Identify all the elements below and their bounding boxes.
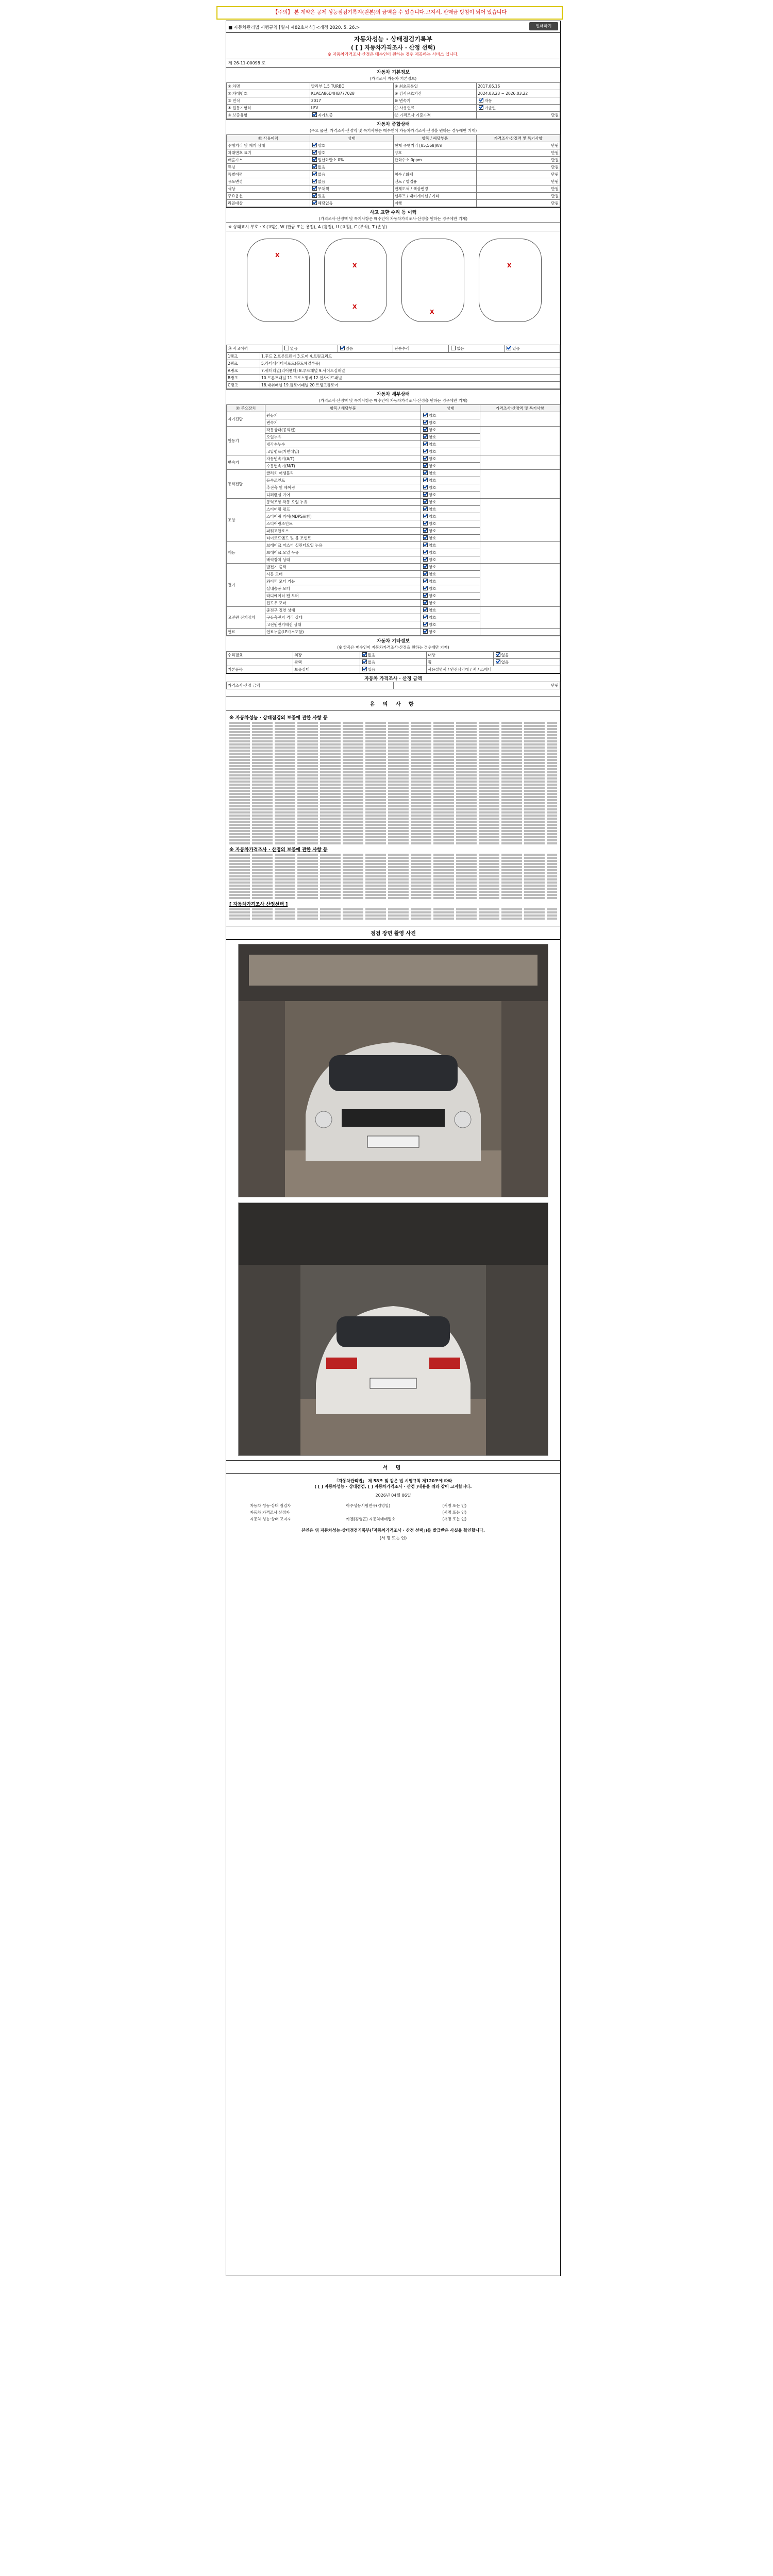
print-button[interactable]: 인쇄하기 (529, 22, 558, 30)
inspection-photo-rear (238, 1202, 548, 1456)
section-basic-info-sub: (가격조사 자동차 기본정보) (369, 76, 417, 81)
notice-heading-2: ※ 자동차가격조사 · 산정의 보증에 관한 사항 등 (229, 848, 328, 853)
inspection-record-document (226, 21, 561, 2276)
section-accident-title: 사고 교환 수리 등 이력 (226, 207, 560, 215)
inspection-photo-front (238, 944, 548, 1197)
sign-title: 서 명 (226, 1460, 560, 1474)
notice-text-block-3 (229, 908, 557, 920)
price-table: 가격조사·산정 금액 만원 (226, 682, 560, 689)
accident-legend: ※ 상태표시 부호 : X (교환), W (판금 또는 용접), A (흠집), U (요철), C (부식), T (손상) (226, 223, 560, 231)
section-overall-title: 자동차 종합상태 (226, 119, 560, 127)
section-accident-sub: (가격조사·산정액 및 특기사항은 매수인이 자동차가격조사·산정을 원하는 경우에만 기재) (318, 216, 468, 221)
photos-area (226, 940, 560, 1460)
detail-row: 등속조인트 양호 (227, 477, 560, 484)
detail-row: 자기진단 원동기 양호 (227, 412, 560, 419)
detail-row: 스티어링 펌프 양호 (227, 506, 560, 513)
title-option: ( [ ] 자동차가격조사 · 산정 선택) (350, 44, 436, 51)
detail-row: 변속기 양호 (227, 419, 560, 427)
detail-row: 고압펌프(커먼레일) 양호 (227, 448, 560, 455)
overall-status-table: ⑬ 사용이력 상태 항목 / 해당부품 가격조사·산정액 및 특기사항 주행거리 및 계기 상태 양호 현재 주행거리 [85,568]Km 만원 차대번호 표기 양호 양호 만원 배출가스 일산화탄소 0% 탄화수소 0ppm 만원 튜닝 없음 만원 특별이력 없음 침수 / 화재 만원 용도변경 없음 렌트 / 영업용 만원 색상 무채색 전체도색 / 색상변경 만원 주요옵션 있음 선루프 / 내비게이션 / 기타 만원 리콜대상 해당없음 이행 만원 (226, 134, 560, 207)
sign-date: 2026년 04월 06일 (375, 1493, 411, 1498)
car-side-right (479, 239, 542, 322)
notice-body (226, 710, 560, 923)
detail-row: 브레이크 오일 누유 양호 (227, 549, 560, 556)
notice-text-block-1 (229, 722, 557, 844)
law-reference: ■ 자동차관리법 시행규칙 [별지 제82호서식] <개정 2020. 5. 26.> (228, 25, 360, 30)
detail-row: 실내송풍 모터 양호 (227, 585, 560, 592)
damage-mark: X (352, 262, 357, 269)
accident-history-table: ⑭ 사고이력 없음 있음 단순수리 없음 있음 (226, 345, 560, 352)
title-main: 자동차성능 · 상태점검기록부 (354, 36, 433, 43)
record-number: 제 26-11-00098 호 (226, 59, 560, 67)
damage-mark: X (352, 303, 357, 310)
sign-line-2: ( [ ] 자동차성능 · 상태점검, [ ] 자동차가격조사 · 산정 )내용을 위와 같이 고지합니다. (314, 1484, 472, 1489)
title-note: ※ 자동차가격조사·산정은 매수인이 원하는 경우 제공하는 서비스 입니다. (328, 52, 459, 57)
notice-heading-3: [ 자동차가격조사 산정선택 ] (229, 902, 288, 907)
sign-footer: 본인은 위 자동차성능·상태점검기록부(「자동차가격조사 · 산정 선택」)를 발급받은 사실을 확인합니다. (301, 1528, 485, 1533)
section-etc-title: 자동차 기타정보 (226, 636, 560, 644)
notice-title: 유 의 사 항 (226, 697, 560, 710)
detail-row: 추진축 및 베어링 양호 (227, 484, 560, 492)
detail-row: 전기 발전기 출력 양호 (227, 564, 560, 571)
detail-row: 제동 브레이크 마스터 실린더오일 누유 양호 (227, 542, 560, 549)
detail-row: 스티어링 기어(MDPS포함) 양호 (227, 513, 560, 520)
car-side-left (247, 239, 310, 322)
section-price-title: 자동차 가격조사 · 산정 금액 (226, 673, 560, 682)
detail-row: 고전원 전기장치 충전구 절연 상태 양호 (227, 607, 560, 614)
damage-mark: X (430, 309, 434, 315)
section-detail-title: 자동차 세부상태 (226, 389, 560, 397)
sign-line-1: 「자동차관리법」 제 58조 및 같은 법 시행규칙 제120조에 따라 (334, 1479, 452, 1483)
sign-area (226, 1474, 560, 1545)
detail-row: 동력전달 클러치 어셈블리 양호 (227, 470, 560, 477)
signature-table: 자동차 성능·상태 점검자 아주성능시험연구(김영일) (서명 또는 인) 자동차 가격조사·산정자 (서명 또는 인) 자동차 성능·상태 고지자 카젠(김영곤) 자동차매매업소 (서명 또는 인) (250, 1503, 467, 1521)
damage-mark: X (275, 252, 280, 259)
document-header (226, 21, 560, 32)
detail-row: 조향 동력조향 작동 오일 누유 양호 (227, 499, 560, 506)
detail-row: 변속기 자동변속기(A/T) 양호 (227, 455, 560, 463)
basic-info-table: ① 차명 말리부 1.5 TURBO ⑧ 최초등록일 2017.06.16 ② 차대번호 KLACA86D4HB777028 ⑨ 검사유효기간 2024.03.23 ~ 2026.03.22 ③ 연식 2017 ⑩ 변속기 자동 ④ 원동기형식 LFV ⑪ 사용연료 가솔린 ⑤ 보증유형 자가보증 ⑫ 가격조사 기준가격 만원 (226, 82, 560, 119)
detail-row: 원동기 작동상태(공회전) 양호 (227, 427, 560, 434)
detail-status-table: ⑯ 주요장치 항목 / 해당부품 상태 가격조사·산정액 및 특기사항 자기진단 원동기 양호 변속기 양호 원동기 작동상태(공회전) 양호 오일누유 양호 냉각수누수 양호 고압펌프(커먼레일) 양호 변속기 자동변속기(A/T) 양호 수동변속기(M/T) 양호 동력전달 클러치 어셈블리 양호 등속조인트 양호 추진축 및 베어링 양호 디퍼렌셜 기어 양호 조향 동력조향 작동 오일 누유 양호 스티어링 펌프 양호 스티어링 기어(MDPS포함) 양호 스티어링조인트 양호 파워고압호스 양호 타이로드엔드 및 볼 조인트 양호 제동 브레이크 마스터 실린더오일 누유 양호 브레이크 오일 누유 양호 배력장치 상태 양호 전기 발전기 출력 양호 시동 모터 양호 와이퍼 모터 기능 양호 실내송풍 모터 양호 라디에이터 팬 모터 양호 윈도우 모터 양호 고전원 전기장치 충전구 절연 상태 양호 구동축전지 격리 상태 양호 고전원전기배선 상태 양호 연료 연료누출(LP가스포함) 양호 (226, 404, 560, 636)
detail-row: 오일누유 양호 (227, 434, 560, 441)
sign-footer-2: (서 명 또는 인) (379, 1536, 407, 1540)
car-damage-diagram (226, 231, 560, 345)
damage-mark: X (507, 262, 512, 269)
detail-row: 타이로드엔드 및 볼 조인트 양호 (227, 535, 560, 542)
section-etc-sub: (※ 항목은 매수인이 자동차가격조사·산정을 원하는 경우에만 기재) (337, 645, 449, 650)
document-title (226, 32, 560, 59)
detail-row: 구동축전지 격리 상태 양호 (227, 614, 560, 621)
etc-info-table: 수리필요 외장 없음 내장 없음 광택 없음 휠 없음 기본품목 보유상태 있음 사용설명서 / 안전삼각대 / 잭 / 스패너 (226, 651, 560, 673)
warning-text: 【주의】 본 계약은 공제 성능점검기록지(원본)의 금액을 수 있습니다.고지서, 판매금 방침이 되어 있습니다 (273, 10, 507, 15)
detail-row: 시동 모터 양호 (227, 571, 560, 578)
section-detail-sub: (가격조사·산정액 및 특기사항은 매수인이 자동차가격조사·산정을 원하는 경우에만 기재) (318, 398, 468, 403)
notice-heading-1: ※ 자동차성능 · 상태점검의 보증에 관한 사항 등 (229, 716, 328, 721)
detail-row: 와이퍼 모터 기능 양호 (227, 578, 560, 585)
detail-row: 파워고압호스 양호 (227, 528, 560, 535)
detail-row: 냉각수누수 양호 (227, 441, 560, 448)
warning-banner (216, 6, 563, 20)
detail-row: 윈도우 모터 양호 (227, 600, 560, 607)
section-overall-sub: (주요 옵션, 가격조사·산정액 및 특기사항은 매수인이 자동차가격조사·산정을 원하는 경우에만 기재) (309, 128, 477, 133)
detail-row: 수동변속기(M/T) 양호 (227, 463, 560, 470)
detail-row: 연료 연료누출(LP가스포함) 양호 (227, 629, 560, 636)
detail-row: 라디에이터 팬 모터 양호 (227, 592, 560, 600)
detail-row: 고전원전기배선 상태 양호 (227, 621, 560, 629)
detail-row: 배력장치 상태 양호 (227, 556, 560, 564)
detail-row: 스티어링조인트 양호 (227, 520, 560, 528)
notice-text-block-2 (229, 854, 557, 899)
damaged-parts-table: 1랭크 1.후드 2.프론트펜더 3.도어 4.트렁크리드 2랭크 5.라디에이터서포트(볼트체결부품) A랭크 7.쿼터패널(리어펜더) 8.루프패널 9.사이드실패널 B랭크 10.프론트패널 11.크로스멤버 12.인사이드패널 C랭크 18.대쉬패널 19.플로어패널 20.트렁크플로어 (226, 352, 560, 389)
section-basic-info-title: 자동차 기본정보 (226, 67, 560, 75)
detail-row: 디퍼렌셜 기어 양호 (227, 492, 560, 499)
photos-title: 점검 장면 촬영 사진 (226, 926, 560, 940)
